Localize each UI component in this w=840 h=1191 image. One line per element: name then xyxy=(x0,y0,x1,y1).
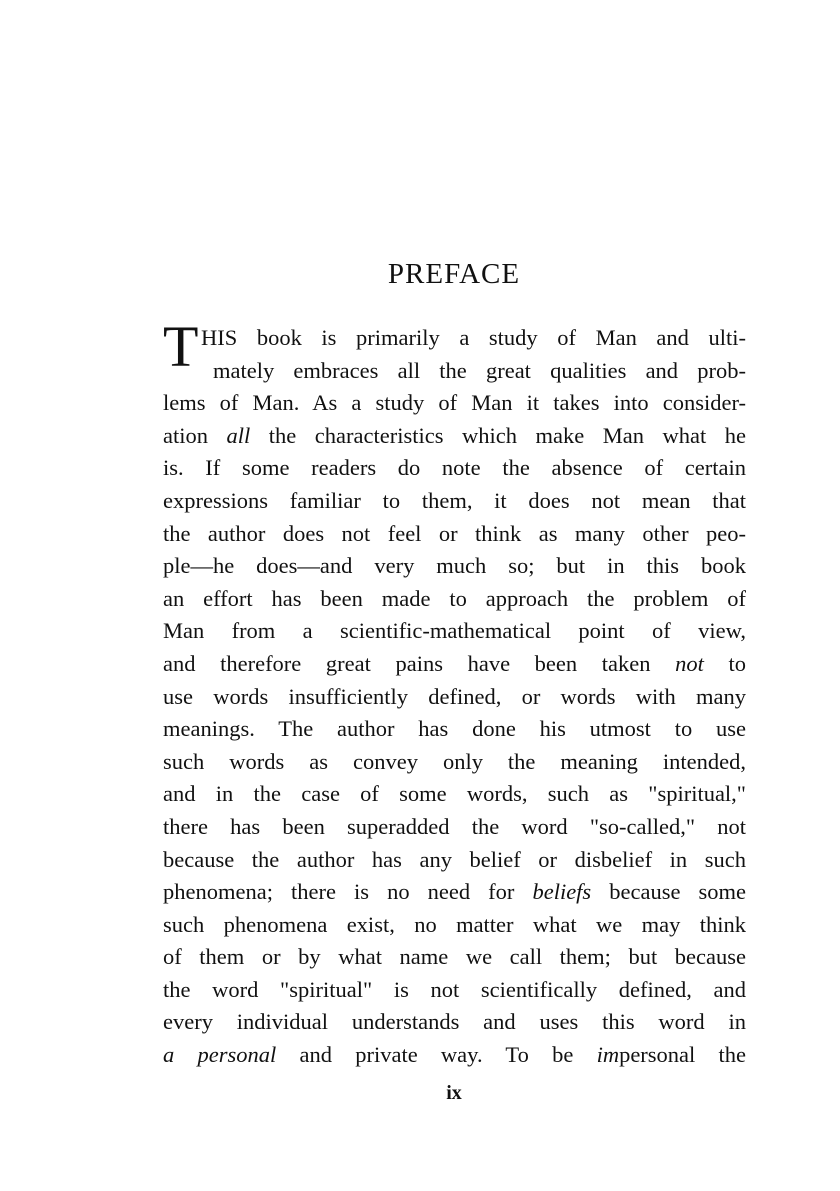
text-line: the word "spiritual" is not scientifically defined, and xyxy=(163,976,746,1002)
text-line: HIS book is primarily a study of Man and ulti- xyxy=(201,325,746,350)
text-line: expressions familiar to them, it does not mean that xyxy=(163,487,746,513)
text-line: phenomena; there is no need for beliefs because some xyxy=(163,879,746,905)
text-line: lems of Man. As a study of Man it takes into consider- xyxy=(163,390,746,416)
text-line: the author does not feel or think as many other peo- xyxy=(163,520,746,546)
text-line: such phenomena exist, no matter what we may think xyxy=(163,911,746,937)
text-line: ation all the characteristics which make Man what he xyxy=(163,422,746,448)
text-line: of them or by what name we call them; but because xyxy=(163,944,746,970)
text-line: such words as convey only the meaning intended, xyxy=(163,748,746,774)
text-line: there has been superadded the word "so-called," not xyxy=(163,813,746,839)
page-title: PREFACE xyxy=(387,258,521,290)
text-line: meanings. The author has done his utmost to use xyxy=(163,716,746,742)
preface-body xyxy=(163,322,746,1072)
drop-cap: T xyxy=(163,314,199,379)
text-line: a personal and private way. To be impersonal the xyxy=(163,1042,747,1068)
page-number: ix xyxy=(446,1082,462,1104)
text-line: and therefore great pains have been taken not to xyxy=(163,650,746,676)
text-line: and in the case of some words, such as "spiritual," xyxy=(163,781,746,807)
text-line: because the author has any belief or disbelief in such xyxy=(163,846,746,872)
text-line: ple—he does—and very much so; but in this book xyxy=(163,553,746,579)
text-line: an effort has been made to approach the problem of xyxy=(163,585,746,611)
text-line: Man from a scientific-mathematical point of view, xyxy=(163,618,746,644)
text-line: mately embraces all the great qualities and prob- xyxy=(213,357,746,383)
text-line: use words insufficiently defined, or words with many xyxy=(163,683,746,709)
text-line: every individual understands and uses this word in xyxy=(163,1009,746,1035)
text-line: is. If some readers do note the absence of certain xyxy=(163,455,746,481)
